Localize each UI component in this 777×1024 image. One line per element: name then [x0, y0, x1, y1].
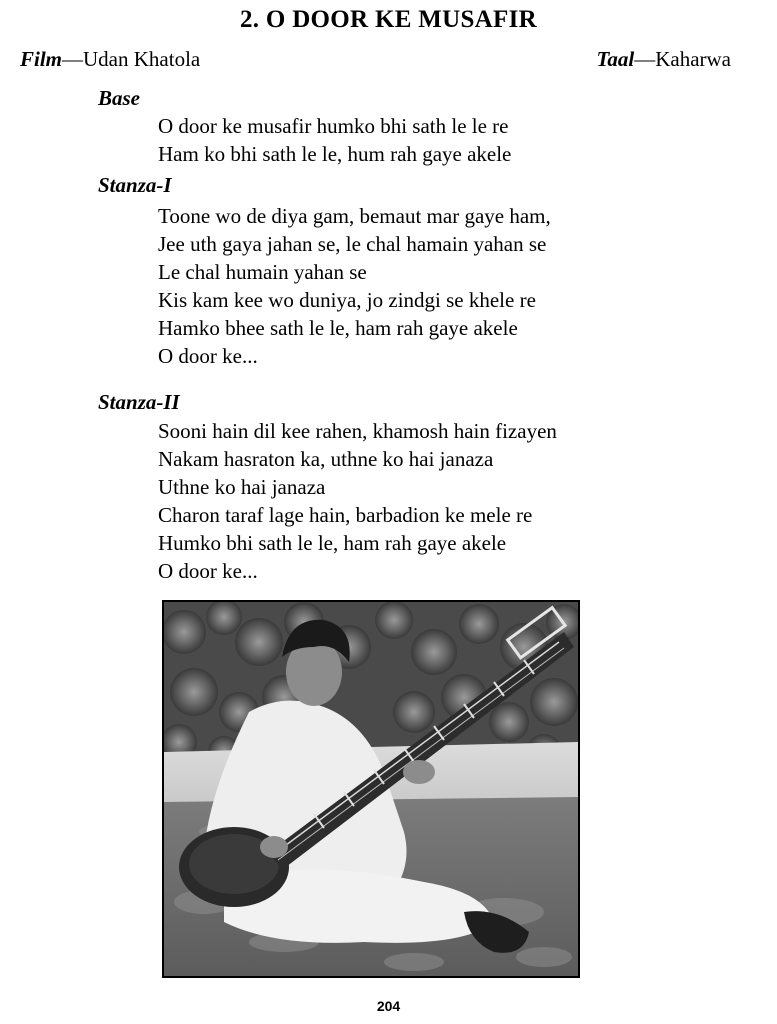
lyric-line: O door ke musafir humko bhi sath le le re — [158, 114, 509, 138]
section-heading-base: Base — [98, 86, 140, 110]
film-info — [20, 47, 200, 72]
lyric-line: Le chal humain yahan se — [158, 260, 367, 284]
film-value: Udan Khatola — [83, 47, 201, 71]
taal-value: Kaharwa — [655, 47, 731, 71]
lyric-line: Sooni hain dil kee rahen, khamosh hain fizayen — [158, 419, 557, 443]
taal-info — [596, 47, 731, 72]
base-lyrics — [158, 112, 511, 168]
page-number: 204 — [376, 998, 401, 1014]
sitar-player-illustration — [164, 602, 578, 976]
lyric-line: Uthne ko hai janaza — [158, 475, 326, 499]
page-title: 2. O DOOR KE MUSAFIR — [240, 6, 537, 33]
stanza-1-lyrics — [158, 202, 551, 370]
sitar-player-photo — [162, 600, 580, 978]
film-label: Film — [20, 47, 63, 71]
lyric-line: Humko bhi sath le le, ham rah gaye akele — [158, 531, 507, 555]
stanza-2-lyrics — [158, 417, 557, 585]
lyric-line: Charon taraf lage hain, barbadion ke mele re — [158, 503, 533, 527]
lyric-line: Nakam hasraton ka, uthne ko hai janaza — [158, 447, 494, 471]
lyric-line: O door ke... — [158, 559, 258, 583]
film-separator: — — [62, 47, 84, 71]
section-heading-stanza-1: Stanza-I — [98, 173, 172, 197]
lyric-line: Ham ko bhi sath le le, hum rah gaye akele — [158, 142, 512, 166]
lyric-line: Jee uth gaya jahan se, le chal hamain yahan se — [158, 232, 547, 256]
taal-label: Taal — [596, 47, 635, 71]
taal-separator: — — [634, 47, 656, 71]
lyric-line: Hamko bhee sath le le, ham rah gaye akele — [158, 316, 518, 340]
section-heading-stanza-2: Stanza-II — [98, 390, 180, 414]
lyric-line: Kis kam kee wo duniya, jo zindgi se khele re — [158, 288, 536, 312]
lyric-line: O door ke... — [158, 344, 258, 368]
lyric-line: Toone wo de diya gam, bemaut mar gaye ham, — [158, 204, 551, 228]
